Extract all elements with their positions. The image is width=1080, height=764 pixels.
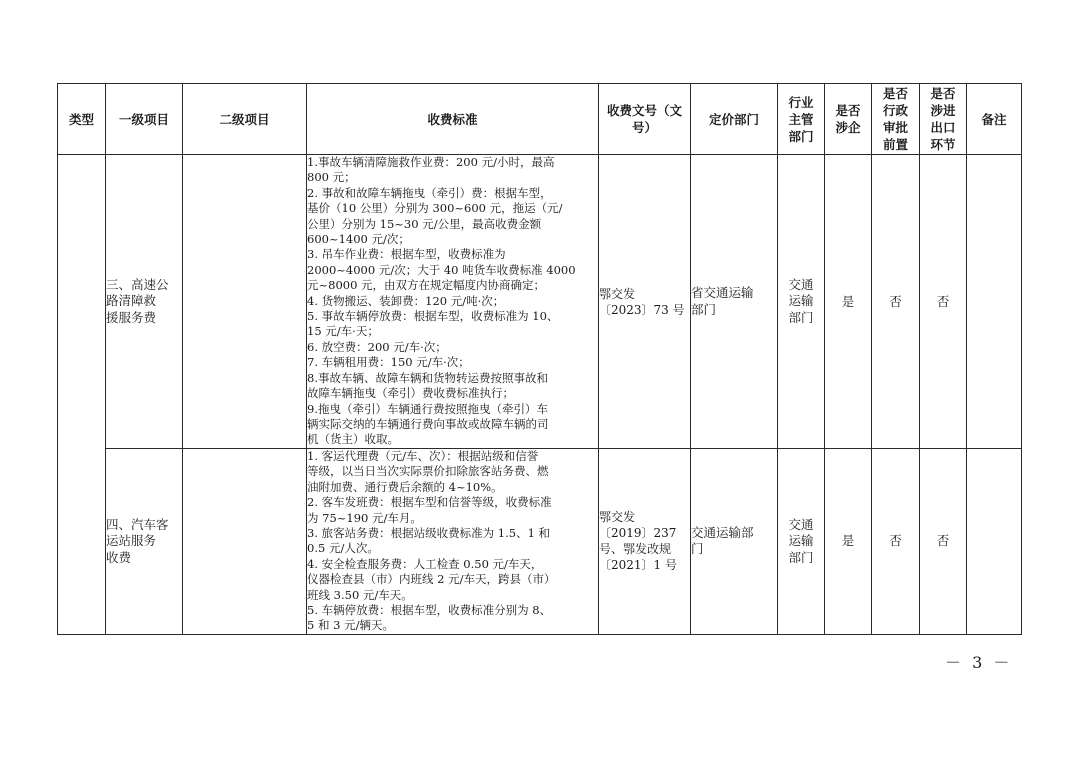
type-cell: [58, 155, 106, 635]
doc-cell: 鄂交发 〔2023〕73 号: [599, 155, 691, 449]
header-type: 类型: [58, 84, 106, 155]
pricing-cell: 交通运输部 门: [691, 449, 778, 635]
header-industry: 行业 主管 部门: [778, 84, 825, 155]
industry-cell: 交通 运输 部门: [778, 449, 825, 635]
table-row: [58, 155, 1022, 449]
approval-cell: 否: [872, 449, 920, 635]
industry-cell: 交通 运输 部门: [778, 155, 825, 449]
level2-cell: [183, 449, 307, 635]
header-enterprise: 是否 涉企: [825, 84, 872, 155]
header-row: [58, 84, 1022, 155]
level1-cell: 三、高速公 路清障救 援服务费: [106, 155, 183, 449]
level2-cell: [183, 155, 307, 449]
doc-cell: 鄂交发 〔2019〕237 号、鄂发改规 〔2021〕1 号: [599, 449, 691, 635]
fee-table: [57, 83, 1022, 635]
header-remark: 备注: [967, 84, 1022, 155]
header-pricing: 定价部门: [691, 84, 778, 155]
header-export: 是否 涉进 出口 环节: [920, 84, 967, 155]
header-level2: 二级项目: [183, 84, 307, 155]
table-row: [58, 449, 1022, 635]
export-cell: 否: [920, 155, 967, 449]
level1-cell: 四、汽车客 运站服务 收费: [106, 449, 183, 635]
page-number: － 3 －: [945, 653, 1013, 672]
approval-cell: 否: [872, 155, 920, 449]
header-approval: 是否 行政 审批 前置: [872, 84, 920, 155]
header-standard: 收费标准: [307, 84, 599, 155]
enterprise-cell: 是: [825, 155, 872, 449]
header-doc: 收费文号（文号）: [599, 84, 691, 155]
remark-cell: [967, 155, 1022, 449]
header-level1: 一级项目: [106, 84, 183, 155]
standard-cell: 1.事故车辆清障施救作业费：200 元/小时，最高 800 元； 2. 事故和故障车辆拖曳（牵引）费：根据车型， 基价（10 公里）分别为 300~600 元，拖运（元/ 公里）分别为 15~30 元/公里，最高收费金额 600~1400 元/次； 3. 吊车作业费：根据车型，收费标准为 2000~4000 元/次；大于 40 吨货车收费标准 4000 元~8000 元，由双方在规定幅度内协商确定； 4. 货物搬运、装卸费：120 元/吨·次； 5. 事故车辆停放费：根据车型，收费标准为 10、 15 元/车·天； 6. 放空费：200 元/车·次； 7. 车辆租用费：150 元/车·次； 8.事故车辆、故障车辆和货物转运费按照事故和 故障车辆拖曳（牵引）费收费标准执行； 9.拖曳（牵引）车辆通行费按照拖曳（牵引）车 辆实际交纳的车辆通行费向事故或故障车辆的司 机（货主）收取。: [307, 155, 599, 449]
enterprise-cell: 是: [825, 449, 872, 635]
remark-cell: [967, 449, 1022, 635]
pricing-cell: 省交通运输 部门: [691, 155, 778, 449]
export-cell: 否: [920, 449, 967, 635]
standard-cell: 1. 客运代理费（元/车、次）：根据站级和信誉 等级，以当日当次实际票价扣除旅客站务费、燃 油附加费、通行费后余额的 4~10%。 2. 客车发班费：根据车型和信誉等级，收费标准 为 75~190 元/车月。 3. 旅客站务费：根据站级收费标准为 1.5、1 和 0.5 元/人次。 4. 安全检查服务费：人工检查 0.50 元/车天， 仪器检查县（市）内班线 2 元/车天，跨县（市） 班线 3.50 元/车天。 5. 车辆停放费：根据车型，收费标准分别为 8、 5 和 3 元/辆天。: [307, 449, 599, 635]
